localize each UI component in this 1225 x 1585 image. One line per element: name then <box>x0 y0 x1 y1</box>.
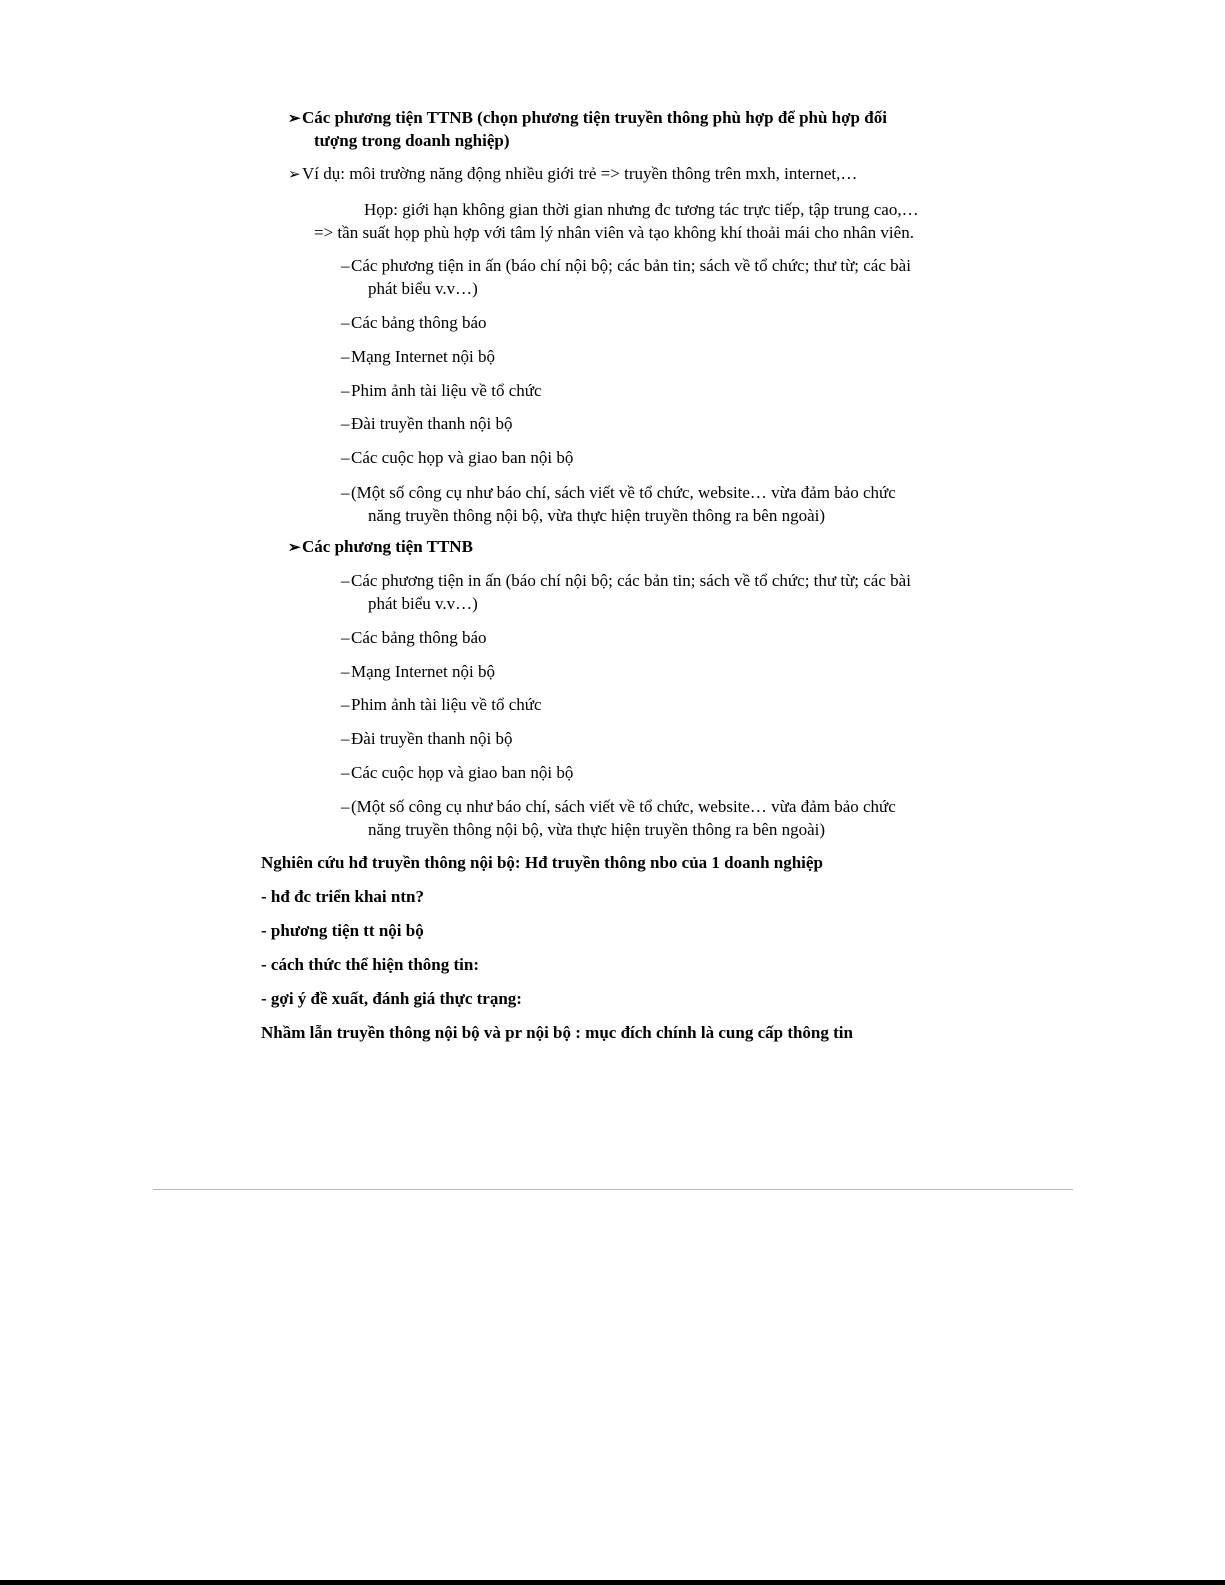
research-point-channels: - phương tiện tt nội bộ <box>261 921 424 940</box>
list-b-item-films <box>341 694 542 716</box>
list-item-text: (Một số công cụ như báo chí, sách viết về tổ chức, website… vừa đảm bảo chức <box>351 797 896 816</box>
list-a-item-intranet <box>341 346 495 368</box>
list-item-text: Các phương tiện in ấn (báo chí nội bộ; các bản tin; sách về tổ chức; thư từ; các bài <box>351 256 911 275</box>
dash-bullet: – <box>341 729 350 748</box>
list-a-item-tools-note-cont: năng truyền thông nội bộ, vừa thực hiện truyền thông ra bên ngoài) <box>368 506 826 525</box>
list-b-item-meetings <box>341 762 573 784</box>
section-heading-text: Các phương tiện TTNB <box>302 537 473 556</box>
dash-bullet: – <box>341 313 350 332</box>
list-b-item-print-media <box>341 570 911 592</box>
list-item-text: Mạng Internet nội bộ <box>351 662 495 681</box>
list-item-text: Các bảng thông báo <box>351 628 487 647</box>
example-text: Ví dụ: môi trường năng động nhiều giới trẻ => truyền thông trên mxh, internet,… <box>302 164 858 183</box>
list-item-text: Phim ảnh tài liệu về tổ chức <box>351 695 542 714</box>
list-b-item-print-media-cont: phát biểu v.v…) <box>368 594 478 613</box>
list-item-text: Phim ảnh tài liệu về tổ chức <box>351 381 542 400</box>
list-a-item-print-media-cont: phát biểu v.v…) <box>368 279 478 298</box>
section-heading-line2: tượng trong doanh nghiệp) <box>314 131 510 150</box>
page-divider <box>153 1189 1073 1190</box>
dash-bullet: – <box>341 695 350 714</box>
bottom-edge-bar <box>0 1580 1225 1585</box>
list-b-item-notice-boards <box>341 627 487 649</box>
list-item-text: Các phương tiện in ấn (báo chí nội bộ; các bản tin; sách về tổ chức; thư từ; các bài <box>351 571 911 590</box>
list-item-text: Đài truyền thanh nội bộ <box>351 414 513 433</box>
list-a-item-print-media <box>341 255 911 277</box>
list-item-text: Các cuộc họp và giao ban nội bộ <box>351 448 574 467</box>
example-line <box>288 163 857 186</box>
list-a-item-tools-note <box>341 482 896 504</box>
list-a-item-radio <box>341 413 512 435</box>
list-b-item-radio <box>341 728 512 750</box>
dash-bullet: – <box>341 483 350 502</box>
dash-bullet: – <box>341 628 350 647</box>
meeting-note-line1: Họp: giới hạn không gian thời gian nhưng đc tương tác trực tiếp, tập trung cao,… <box>364 200 919 219</box>
list-item-text: (Một số công cụ như báo chí, sách viết về tổ chức, website… vừa đảm bảo chức <box>351 483 896 502</box>
arrow-bullet-icon: ➢ <box>288 111 301 127</box>
dash-bullet: – <box>341 571 350 590</box>
list-item-text: Các bảng thông báo <box>351 313 487 332</box>
research-heading: Nghiên cứu hđ truyền thông nội bộ: Hđ truyền thông nbo của 1 doanh nghiệp <box>261 853 823 872</box>
research-point-deployment: - hđ đc triển khai ntn? <box>261 887 424 906</box>
section-heading-ttnb-choice <box>288 107 887 130</box>
arrow-bullet-icon: ➢ <box>288 540 301 556</box>
confusion-note: Nhầm lẫn truyền thông nội bộ và pr nội bộ : mục đích chính là cung cấp thông tin <box>261 1023 853 1042</box>
dash-bullet: – <box>341 414 350 433</box>
dash-bullet: – <box>341 797 350 816</box>
list-a-item-meetings <box>341 447 573 469</box>
list-b-item-tools-note-cont: năng truyền thông nội bộ, vừa thực hiện truyền thông ra bên ngoài) <box>368 820 826 839</box>
list-item-text: Mạng Internet nội bộ <box>351 347 495 366</box>
meeting-note-line2: => tần suất họp phù hợp với tâm lý nhân viên và tạo không khí thoải mái cho nhân viên. <box>314 223 914 242</box>
list-item-text: Các cuộc họp và giao ban nội bộ <box>351 763 574 782</box>
dash-bullet: – <box>341 256 350 275</box>
research-point-presentation: - cách thức thể hiện thông tin: <box>261 955 479 974</box>
list-a-item-notice-boards <box>341 312 487 334</box>
list-b-item-tools-note <box>341 796 896 818</box>
list-a-item-films <box>341 380 542 402</box>
section-heading-ttnb <box>288 536 473 559</box>
section-heading-line1: Các phương tiện TTNB (chọn phương tiện truyền thông phù hợp để phù hợp đối <box>302 108 887 127</box>
arrow-bullet-icon: ➢ <box>288 167 301 183</box>
dash-bullet: – <box>341 448 350 467</box>
dash-bullet: – <box>341 662 350 681</box>
dash-bullet: – <box>341 347 350 366</box>
dash-bullet: – <box>341 763 350 782</box>
list-b-item-intranet <box>341 661 495 683</box>
dash-bullet: – <box>341 381 350 400</box>
research-point-proposal: - gợi ý đề xuất, đánh giá thực trạng: <box>261 989 522 1008</box>
list-item-text: Đài truyền thanh nội bộ <box>351 729 513 748</box>
